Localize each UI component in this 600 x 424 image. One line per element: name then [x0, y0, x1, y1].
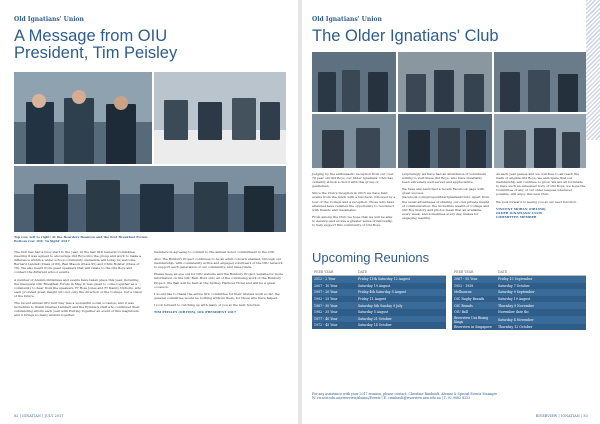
table-row: [312, 289, 446, 296]
article-column-3: [496, 172, 586, 219]
table-cell: Friday 4th Saturday 5 August: [356, 289, 446, 296]
page-footer: RIVERVIEW | IGNATIAN | 83: [535, 414, 588, 418]
table-cell: 1977 - 40 Year: [312, 316, 356, 323]
table-cell: 1972 - 45 Year: [312, 322, 356, 329]
paragraph: We have also launched a recent Facebook page with great success (facebook.com/groups/OlderIgnatiansClub). Apart from the usual advantages of sharing our own private means of communication, the incredible wealth of College and Old Boy history and photos mean that an available every week, and sometimes every day, makes for engaging reading.: [402, 187, 490, 220]
paragraph: The recent annual OIU Golf Day was a wonderful social occasion, and it was incredible to thank Charles Lambert and the Pymble's staff who continued their outstanding efforts each year with Putting Together an event of this magnitude and it brings so many alumni together.: [14, 301, 140, 318]
table-row: [452, 276, 586, 283]
table-cell: 1992 - 25 Year: [312, 296, 356, 303]
section-label: Old Ignatians' Union: [312, 16, 382, 23]
table-header: [312, 268, 446, 276]
table-row: [312, 316, 446, 323]
paragraph: I would like to thank the entire OIU committee for their tireless work so far, the general committee would be nothing without them, for those who have helped.: [154, 291, 280, 300]
paragraph: The OIU has had a busy start to the year. At the last OIU General Committee meeting it was agreed to encourage Old Boys into the group and work to make a difference within a wider school community. Dementia will today be welcome Bernard Landell (Class of 83), Ben Mason (Class 95) and Chris Bolster (Class of 78). We also heard from guest speakers that will relate to the Old Boys and connect the different school events.: [14, 250, 142, 275]
table-cell: Saturday 21 October: [356, 316, 446, 323]
paragraph: From among the Club we hope that we will be able to develop and evolve a greater sense of fellowship to help support this community of Old Boys.: [312, 214, 393, 228]
photo-club-gathering-3: [494, 52, 586, 112]
photo-breakfast-forum: [154, 72, 286, 164]
article-column-2: [154, 250, 286, 314]
table-header: [452, 268, 586, 276]
table-cell: Saturday 9 September: [496, 289, 586, 296]
signature-line: VINCENT MORAN (OR1950),: [496, 206, 547, 211]
signature-line: COMMITTEE MEMBER: [496, 214, 537, 219]
photo-boarders-reunion: [14, 72, 152, 164]
column-header: PEER YEAR: [312, 268, 356, 276]
section-label: Old Ignatians' Union: [14, 16, 84, 23]
reunions-title: Upcoming Reunions: [312, 250, 430, 265]
table-cell: 2007 - 10 Year: [312, 283, 356, 290]
signature: TIM PEISLEY (OR1995), OIU PRESIDENT 2017: [154, 310, 237, 315]
paragraph: As each year passes and we continue to all reach the mark of eligible Old Boys, we anticipate that our membership will continue to grow. We are all fortunate to have such an esteemed body of Old Boys; we hope the Committee of any of our older leagues wherever possible, will enjoy this new Club.: [496, 172, 586, 197]
table-cell: Riverview Uni Rising Kings: [452, 316, 496, 324]
table-row: [312, 302, 446, 309]
table-cell: Saturday 19 August: [496, 296, 586, 303]
table-cell: 1952 - 1958: [452, 283, 496, 290]
page-headline: [14, 28, 177, 62]
column-header: DATE: [496, 268, 586, 276]
column-header: PEER YEAR: [452, 268, 496, 276]
table-row: [312, 276, 446, 283]
photo-caption: [14, 235, 286, 243]
table-cell: Thursday 9 November: [496, 302, 586, 309]
column-header: DATE: [356, 268, 446, 276]
article-column-2: [402, 172, 490, 223]
decorative-stripes: [586, 0, 600, 140]
table-cell: November date tbc: [496, 309, 586, 316]
headline-line: A Message from OIU: [14, 27, 168, 45]
table-cell: 1997 - 20 Year: [312, 289, 356, 296]
paragraph: members in agreeing to commit to the annual donor commitment to the OIU.: [154, 250, 276, 254]
photo-oiu-in-sight: [14, 166, 286, 232]
table-cell: Friday 11 August: [356, 296, 446, 303]
caption-line: Bottom row: OIU 'in Sight' 2017: [14, 239, 70, 244]
signature-line: OLDER IGNATIANS' CLUB: [496, 210, 542, 215]
table-row: [312, 296, 446, 303]
photo-club-gathering-6: [494, 114, 586, 168]
paragraph: Since the Club's inception in 2015 we have held events from the lunch with a luncheon, followed by a tour of the College and a reception. Those who have attended have relished the opportunity to reconnect with friends and classmates.: [312, 191, 396, 212]
table-cell: Thursday 12 October: [496, 324, 586, 331]
contact-line: For any assistance with your 2017 reunion, please contact: Christine Rimbault, Alumni & Special Events Manager: [312, 392, 497, 396]
table-row: [452, 296, 586, 303]
table-cell: OIC Rugby Brands: [452, 296, 496, 303]
table-row: [452, 283, 586, 290]
table-cell: Friday 11th Saturday 12 August: [356, 276, 446, 283]
table-cell: Friday 15 September: [496, 276, 586, 283]
article-column-1: [312, 172, 396, 230]
table-cell: Saturday 19 August: [356, 283, 446, 290]
paragraph: surprisingly we have had an abundance of volunteers willing to visit these Old Boys, who have invariably been extremely well served and appreciative.: [402, 172, 486, 185]
paragraph: We look forward to seeing you at our next function.: [496, 199, 577, 204]
table-row: [452, 324, 586, 331]
table-row: [312, 283, 446, 290]
photo-club-gathering-4: [312, 114, 396, 168]
photo-club-gathering-5: [398, 114, 492, 168]
contact-line: W: riv.nsw.edu.au/riverview/alumni/Events | E: crimbault@riverview.nsw.edu.au | T: 02 9882 8253: [312, 396, 471, 401]
table-cell: OIU Ball: [452, 309, 496, 316]
right-page: [300, 0, 600, 424]
signature: [496, 207, 586, 219]
table-cell: OIC Brands: [452, 302, 496, 309]
reunion-contact: [312, 392, 588, 400]
photo-club-gathering-2: [398, 52, 492, 112]
caption-line: Top row, left to right: At the Boarders Reunion and the first Breakfast Forum: [14, 235, 148, 239]
table-row: [452, 309, 586, 316]
table-cell: Riverview in Singapore: [452, 324, 496, 331]
table-row: [452, 302, 586, 309]
table-cell: 2012 - 2 Year: [312, 276, 356, 283]
paragraph: I look forward to catching up with many of you at the next function.: [154, 302, 261, 307]
table-cell: 1987 - 30 Year: [312, 302, 356, 309]
table-cell: 1982 - 35 Year: [312, 309, 356, 316]
paragraph: Also, the Bunbury Project continues to be an adult concern enabled, through our membership, with consistently active and engaged volunteers of the OIU network to support each generation of our community, and raise funds.: [154, 257, 283, 270]
table-cell: Saturday 8th Sunday 9 July: [356, 302, 446, 309]
paragraph: Judging by the enthusiastic reception from our over 70 year old Old Boys, our Older Ignatians' Club has certainly struck a chord with this group of gentlemen.: [312, 172, 394, 189]
paragraph: Please keep an eye out for OIU website and the Bunbury Project website for more information on the OIU Ball. Hold onto all of the continuing work of the Bunbury Project, the Ball will be held at the Sydney Harbour Hotel and will be a great occasion.: [154, 272, 283, 289]
headline-line: President, Tim Peisley: [14, 43, 178, 62]
table-cell: 2067 - 50 Year: [452, 276, 496, 283]
article-column-1: [14, 250, 144, 320]
page-headline: The Older Ignatians' Club: [312, 27, 499, 45]
reunions-table-right: [452, 268, 586, 330]
table-row: [312, 322, 446, 329]
reunions-table-left: [312, 268, 446, 329]
paragraph: A number of Alumni initiatives and events have taken place this year, including the inaugural OIU Breakfast Forum in May. It was great to come together as a community to hear from the speakers, Fr Ross Jones and Fr Danny Nicholls, who each provided great insight into not only the direction of the College, but a vision of the future.: [14, 277, 143, 298]
table-cell: Saturday 14 October: [356, 322, 446, 329]
table-row: [312, 309, 446, 316]
table-cell: Saturday 7 October: [496, 283, 586, 290]
table-cell: Saturday 4 November: [496, 316, 586, 324]
page-footer: 82 | IGNATIAN | JULY 2017: [14, 414, 64, 418]
table-cell: Saturday 5 August: [356, 309, 446, 316]
table-cell: Melbourne: [452, 289, 496, 296]
table-row: [452, 289, 586, 296]
photo-club-gathering-1: [312, 52, 396, 112]
table-row: [452, 316, 586, 324]
